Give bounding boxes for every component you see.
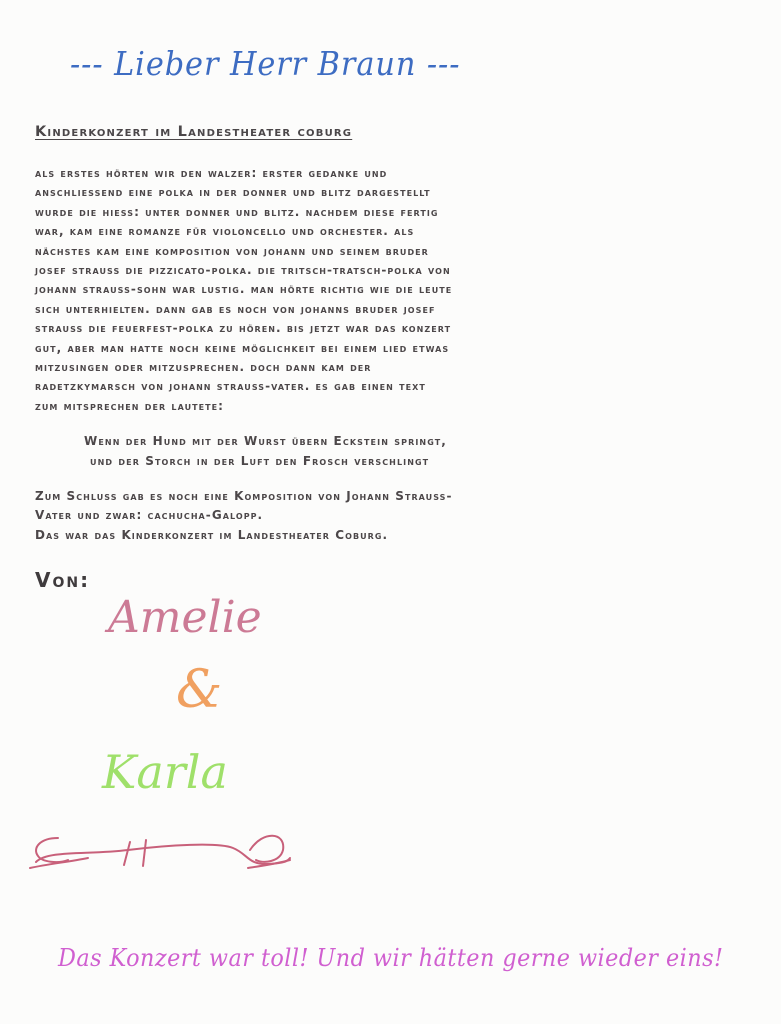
body-line: anschliessend eine polka in der donner und blitz dargestellt <box>35 185 431 200</box>
ending-line: Das war das Kinderkonzert im Landestheater Coburg. <box>35 527 389 542</box>
body-line: als erstes hörten wir den walzer: erster gedanke und <box>35 166 388 180</box>
signature-name-amelie: Amelie <box>108 592 262 643</box>
closing-paragraph <box>35 487 453 545</box>
ending-line: Zum Schluss gab es noch eine Komposition von Johann Strauss- <box>35 489 453 503</box>
ending-line: Vater und zwar: cachucha-Galopp. <box>35 508 264 523</box>
body-line: war, kam eine romanze für violoncello und orchester. als <box>35 224 415 239</box>
body-line: wurde die hiess: unter donner und blitz. nachdem diese fertig <box>35 204 439 219</box>
body-line: radetzkymarsch von johann strauss-vater. es gab einen text <box>35 379 426 394</box>
body-line: nächstes kam eine komposition von johann und seinem bruder <box>35 243 429 258</box>
body-line: strauss die feuerfest-polka zu hören. bis jetzt war das konzert <box>35 321 452 336</box>
body-paragraph <box>35 164 735 416</box>
quote-line: und der Storch in der Luft den Frosch verschlingt <box>90 454 430 468</box>
decorative-flourish-icon <box>28 820 298 880</box>
signature-ampersand: & <box>176 660 223 720</box>
body-line: johann strauss-sohn war lustig. man hörte richtig wie die leute <box>35 282 453 297</box>
handwritten-footer-note: Das Konzert war toll! Und wir hätten gerne wieder eins! <box>58 944 724 972</box>
body-line: zum mitsprechen der lautete: <box>35 398 225 413</box>
song-quote <box>84 431 447 471</box>
body-line: josef strauss die pizzicato-polka. die tritsch-tratsch-polka von <box>35 263 451 278</box>
quote-line: Wenn der Hund mit der Wurst übern Eckstein springt, <box>84 434 447 448</box>
signature-name-karla: Karla <box>102 745 228 799</box>
body-line: mitzusingen oder mitzusprechen. doch dann kam der <box>35 360 372 375</box>
body-line: gut, aber man hatte noch keine möglichkeit bei einem lied etwas <box>35 340 450 355</box>
document-title: Kinderkonzert im Landestheater coburg <box>35 124 353 140</box>
signature-label: Von: <box>35 568 91 592</box>
body-line: sich unterhielten. dann gab es noch von johanns bruder josef <box>35 301 436 316</box>
handwritten-greeting: --- Lieber Herr Braun --- <box>70 44 461 83</box>
